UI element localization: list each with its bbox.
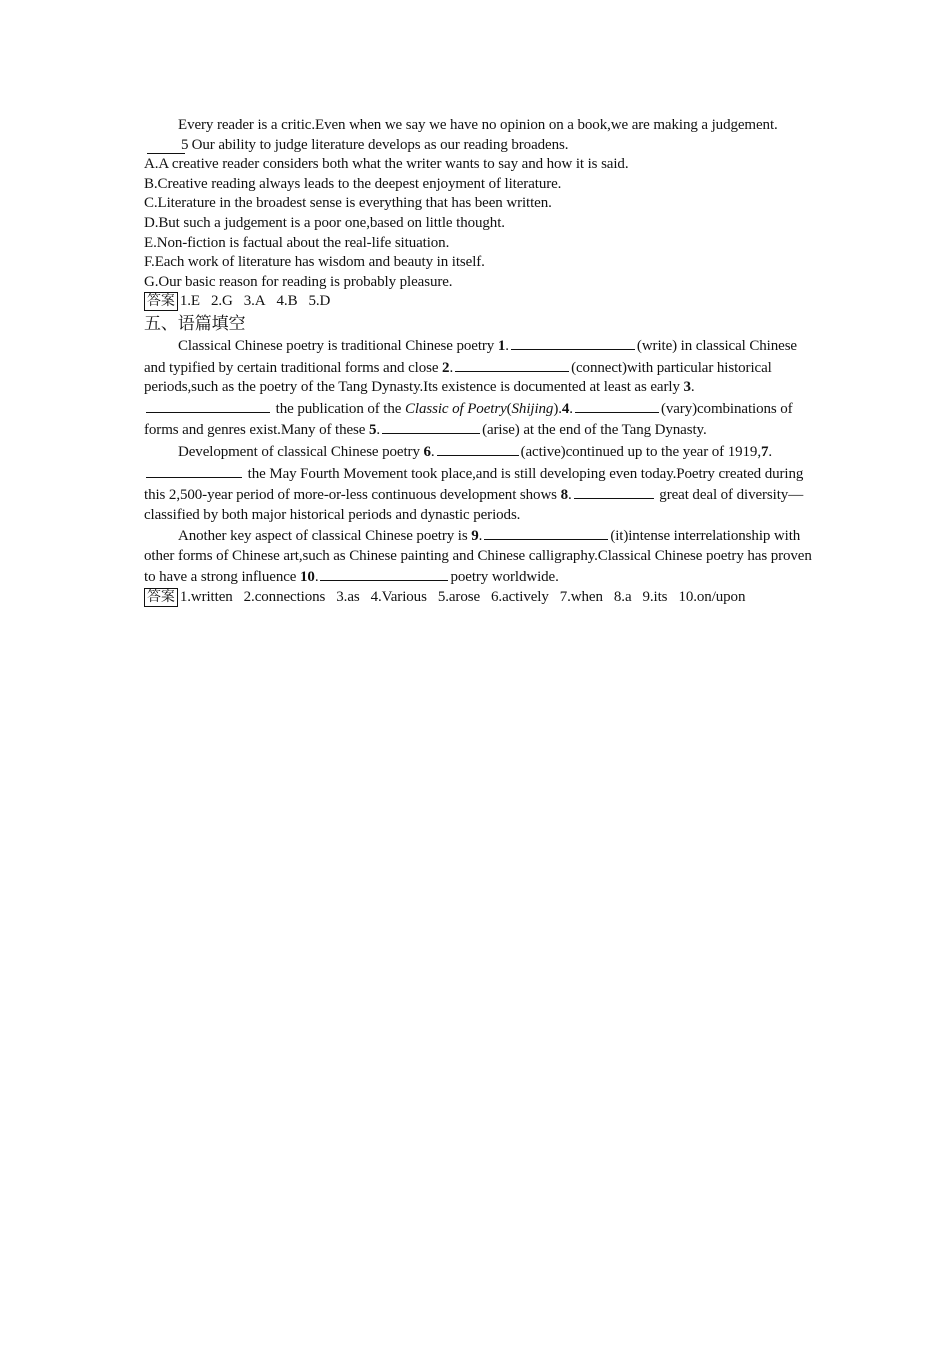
answer-item: 6.actively <box>491 589 549 606</box>
answer-item: 4.B <box>276 293 298 310</box>
paragraph-text: ). <box>553 400 562 417</box>
answer-tag: 答案 <box>144 292 178 311</box>
paragraph-text: Development of classical Chinese poetry <box>178 443 420 460</box>
blank-line <box>574 484 654 499</box>
paragraph-text: Every reader is a critic.Even when we say we have no opinion on a book,we are making a judgement. <box>178 117 778 133</box>
answer-item: 7.when <box>559 589 603 606</box>
blank-number: 4 <box>561 400 570 417</box>
answer-item: 1.written <box>179 589 233 606</box>
blank-5: 5 <box>147 138 185 154</box>
paragraph-text: Our ability to judge literature develops as our reading broadens. <box>191 136 569 153</box>
blank-number: 2 <box>442 359 450 376</box>
paragraph-text: (connect)with particular historical periods,such as the poetry of the Tang Dynasty.Its existence is documented at least as early <box>144 359 772 396</box>
blank-line <box>146 398 270 413</box>
answer-item: 8.a <box>613 589 632 606</box>
blank-number: 1 <box>497 337 506 354</box>
blank-number: 6 <box>423 443 431 460</box>
option-a: A.A creative reader considers both what the writer wants to say and how it is said. <box>144 156 629 173</box>
blank-line <box>382 419 480 434</box>
answer-item: 9.its <box>642 589 668 606</box>
answer-item: 2.connections <box>243 589 326 606</box>
blank-number: 10 <box>300 569 315 586</box>
paragraph-text: ( <box>506 400 512 417</box>
paragraph-text: (active)continued up to the year of 1919, <box>520 443 761 460</box>
cloze-paragraph-1: Classical Chinese poetry is traditional Chinese poetry 1. (write) in classical Chinese and typified by certain traditional forms and close 2. (connect)with particular historical periods,such as the poetry of the Tang Dynasty.Its existence is documented at least as early 3. the publication of the Classic of Poetry(Shijing).4. (vary)combinations of forms and genres exist.Many of these 5. (arise) at the end of the Tang Dynasty. <box>144 335 812 441</box>
option-g: G.Our basic reason for reading is probably pleasure. <box>144 273 453 290</box>
paragraph-text: poetry worldwide. <box>450 569 559 586</box>
paragraph-text: the publication of the <box>275 400 402 417</box>
book-title: Shijing <box>511 400 554 417</box>
cloze-paragraph-2: Development of classical Chinese poetry 6. (active)continued up to the year of 1919,7. the May Fourth Movement took place,and is still developing even today.Poetry created during this 2,500-year period of more-or-less continuous development shows 8. great deal of diversity—classified by both major historical periods and dynastic periods. <box>144 441 812 525</box>
book-title: Classic of Poetry <box>405 400 507 417</box>
blank-line <box>575 398 659 413</box>
option-c: C.Literature in the broadest sense is everything that has been written. <box>144 195 552 212</box>
blank-line <box>437 441 519 456</box>
reading-answers <box>144 292 812 312</box>
reading-paragraph <box>144 116 812 155</box>
paragraph-text: great deal of diversity—classified by both major historical periods and dynastic periods. <box>144 487 804 523</box>
blank-number: 8 <box>560 487 568 504</box>
blank-number: 5 <box>369 422 377 439</box>
paragraph-text: (write) in classical Chinese and typified by certain traditional forms and close <box>144 337 797 376</box>
paragraph-text: (vary)combinations of forms and genres exist.Many of these <box>144 400 793 439</box>
blank-line <box>511 335 635 350</box>
paragraph-text: the May Fourth Movement took place,and is still developing even today.Poetry created during this 2,500-year period of more-or-less continuous development shows <box>144 465 804 504</box>
paragraph-text: Another key aspect of classical Chinese poetry is <box>178 528 468 545</box>
cloze-answers <box>144 588 812 608</box>
paragraph-text: (it)intense interrelationship with other forms of Chinese art,such as Chinese painting and Chinese calligraphy.Classical Chinese poetry has proven to have a strong influence <box>144 528 812 586</box>
option-f: F.Each work of literature has wisdom and beauty in itself. <box>144 254 485 271</box>
option-b: B.Creative reading always leads to the deepest enjoyment of literature. <box>144 175 562 192</box>
blank-line <box>484 525 608 540</box>
answer-item: 5.arose <box>437 589 481 606</box>
blank-number: 3 <box>683 379 691 396</box>
option-e: E.Non-fiction is factual about the real-life situation. <box>144 234 450 251</box>
answer-item: 5.D <box>308 293 331 310</box>
blank-line <box>146 463 242 478</box>
answer-item: 1.E <box>179 293 200 310</box>
paragraph-text: Classical Chinese poetry is traditional Chinese poetry <box>178 337 495 354</box>
answer-item: 3.A <box>243 293 266 310</box>
answer-item: 10.on/upon <box>678 589 746 606</box>
blank-number: 9 <box>471 528 479 545</box>
answer-item: 3.as <box>336 589 360 606</box>
blank-line <box>455 357 569 372</box>
blank-line <box>320 566 448 581</box>
answer-item: 2.G <box>210 293 233 310</box>
document-content <box>144 116 812 608</box>
answer-tag: 答案 <box>144 588 178 607</box>
answer-item: 4.Various <box>370 589 427 606</box>
cloze-paragraph-3: Another key aspect of classical Chinese poetry is 9. (it)intense interrelationship with other forms of Chinese art,such as Chinese painting and Chinese calligraphy.Classical Chinese poetry has proven to have a strong influence 10. poetry worldwide. <box>144 525 812 588</box>
section-heading: 五、语篇填空 <box>144 313 246 334</box>
paragraph-text: (arise) at the end of the Tang Dynasty. <box>482 422 707 439</box>
option-d: D.But such a judgement is a poor one,based on little thought. <box>144 214 505 231</box>
blank-number: 7 <box>760 443 769 460</box>
